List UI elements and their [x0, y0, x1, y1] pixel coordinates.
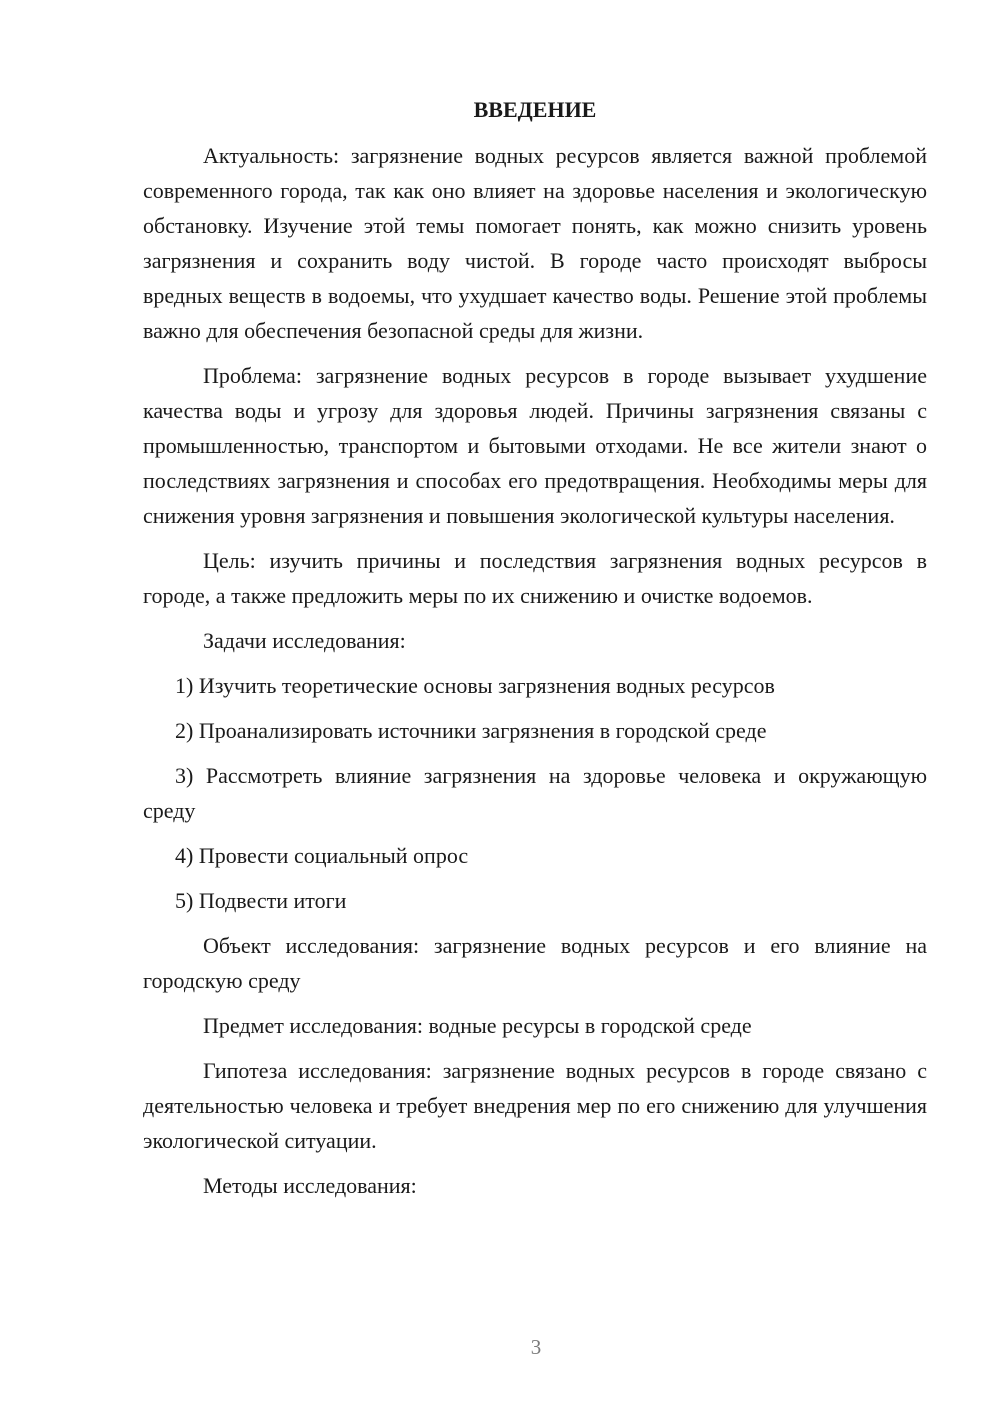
paragraph-problem: Проблема: загрязнение водных ресурсов в городе вызывает ухудшение качества воды и угрозу для здоровья людей. Причины загрязнения связаны с промышленностью, транспортом и бытовыми отходами. Не все жители знают о последствиях загрязнения и способах его предотвращения. Необходимы меры для снижения уровня загрязнения и повышения экологической культуры населения.: [143, 363, 927, 528]
task-item-3: 3) Рассмотреть влияние загрязнения на здоровье человека и окружающую среду: [143, 763, 927, 823]
paragraph-actuality: Актуальность: загрязнение водных ресурсов является важной проблемой современного города, так как оно влияет на здоровье населения и экологическую обстановку. Изучение этой темы помогает понять, как можно снизить уровень загрязнения и сохранить воду чистой. В городе часто происходят выбросы вредных веществ в водоемы, что ухудшает качество воды. Решение этой проблемы важно для обеспечения безопасной среды для жизни.: [143, 143, 927, 343]
page-number: 3: [530, 1335, 542, 1359]
paragraph-goal: Цель: изучить причины и последствия загрязнения водных ресурсов в городе, а также предложить меры по их снижению и очистке водоемов.: [143, 548, 927, 608]
methods-heading: Методы исследования:: [203, 1173, 417, 1198]
paragraph-subject: Предмет исследования: водные ресурсы в городской среде: [203, 1013, 752, 1038]
section-title: ВВЕДЕНИЕ: [473, 97, 597, 122]
paragraph-hypothesis: Гипотеза исследования: загрязнение водных ресурсов в городе связано с деятельностью человека и требует внедрения мер по его снижению для улучшения экологической ситуации.: [143, 1058, 927, 1153]
tasks-heading: Задачи исследования:: [203, 628, 406, 653]
task-item-2: 2) Проанализировать источники загрязнения в городской среде: [175, 718, 767, 743]
page-content: [143, 92, 927, 1213]
task-item-4: 4) Провести социальный опрос: [175, 843, 469, 868]
task-item-1: 1) Изучить теоретические основы загрязнения водных ресурсов: [175, 673, 775, 698]
task-item-5: 5) Подвести итоги: [175, 888, 347, 913]
paragraph-object: Объект исследования: загрязнение водных ресурсов и его влияние на городскую среду: [143, 933, 927, 993]
